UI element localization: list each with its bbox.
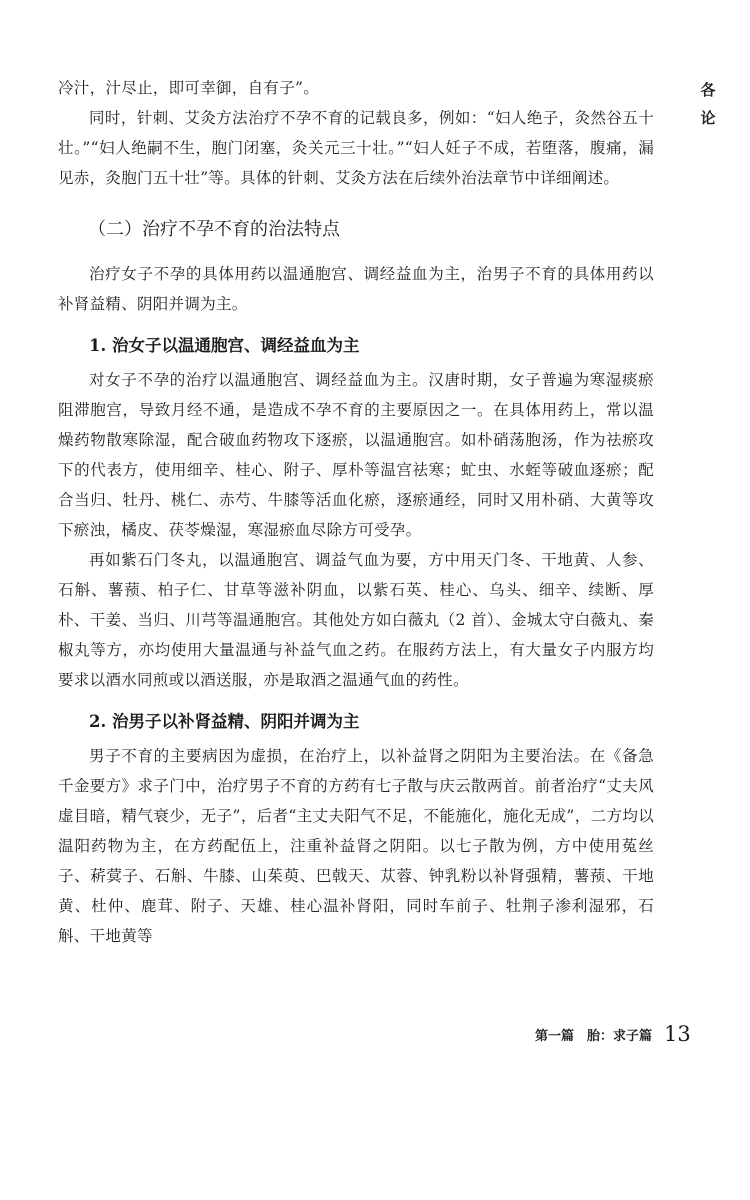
page-body xyxy=(58,73,654,951)
paragraph-male-treatment: 男子不育的主要病因为虚损，在治疗上，以补益肾之阴阳为主要治法。在《备急千金要方》求子门中，治疗男子不育的方药有七子散与庆云散两首。前者治疗“丈夫风虚目暗，精气衰少，无子”，后者“主丈夫阳气不足，不能施化，施化无成”，二方均以温阳药物为主，在方药配伍上，注重补益肾之阴阳。以七子散为例，方中使用菟丝子、菥蓂子、石斛、牛膝、山茱萸、巴戟天、苁蓉、钟乳粉以补肾强精，薯蓣、干地黄、杜仲、鹿茸、附子、天雄、桂心温补肾阳，同时车前子、牡荆子渗利湿邪，石斛、干地黄等 xyxy=(58,747,654,945)
side-tab-char-1: 各 xyxy=(700,81,716,99)
side-tab xyxy=(696,76,720,132)
subheading-female-treatment: 1. 治女子以温通胞宫、调经益血为主 xyxy=(89,336,360,355)
paragraph-female-treatment: 对女子不孕的治疗以温通胞宫、调经益血为主。汉唐时期，女子普遍为寒湿痰瘀阻滞胞宫，导致月经不通，是造成不孕不育的主要原因之一。在具体用药上，常以温燥药物散寒除湿，配合破血药物攻下逐瘀，以温通胞宫。如朴硝荡胞汤，作为祛瘀攻下的代表方，使用细辛、桂心、附子、厚朴等温宫祛寒；虻虫、水蛭等破血逐瘀；配合当归、牡丹、桃仁、赤芍、牛膝等活血化瘀，逐瘀通经，同时又用朴硝、大黄等攻下瘀浊，橘皮、茯苓燥湿，寒湿瘀血尽除方可受孕。 xyxy=(58,371,654,539)
paragraph-acupuncture-moxibustion: 同时，针刺、艾灸方法治疗不孕不育的记载良多，例如：“妇人绝子，灸然谷五十壮。”“妇人绝嗣不生，胞门闭塞，灸关元三十壮。”“妇人妊子不成，若堕落，腹痛，漏见赤，灸胞门五十壮”等。具体的针刺、艾灸方法在后续外治法章节中详细阐述。 xyxy=(58,109,654,187)
running-footer: 第一篇 胎：求子篇 xyxy=(534,1029,652,1044)
page-number: 13 xyxy=(664,1022,691,1046)
paragraph-zishi-mendong-wan: 再如紫石门冬丸，以温通胞宫、调益气血为要，方中用天门冬、干地黄、人参、石斛、薯蓣、柏子仁、甘草等滋补阴血，以紫石英、桂心、乌头、细辛、续断、厚朴、干姜、当归、川芎等温通胞宫。其他处方如白薇丸（2 首）、金城太守白薇丸、秦椒丸等方，亦均使用大量温通与补益气血之药。在服药方法上，有大量女子内服方均要求以酒水同煎或以酒送服，亦是取酒之温通气血的药性。 xyxy=(58,551,654,689)
side-tab-char-2: 论 xyxy=(700,109,716,127)
subheading-male-treatment: 2. 治男子以补肾益精、阴阳并调为主 xyxy=(89,712,360,731)
paragraph-continuation: 冷汁，汁尽止，即可幸御，自有子”。 xyxy=(58,79,320,97)
section-heading: （二）治疗不孕不育的治法特点 xyxy=(88,219,340,240)
paragraph-treatment-overview: 治疗女子不孕的具体用药以温通胞宫、调经益血为主，治男子不育的具体用药以补肾益精、阴阳并调为主。 xyxy=(58,265,654,313)
